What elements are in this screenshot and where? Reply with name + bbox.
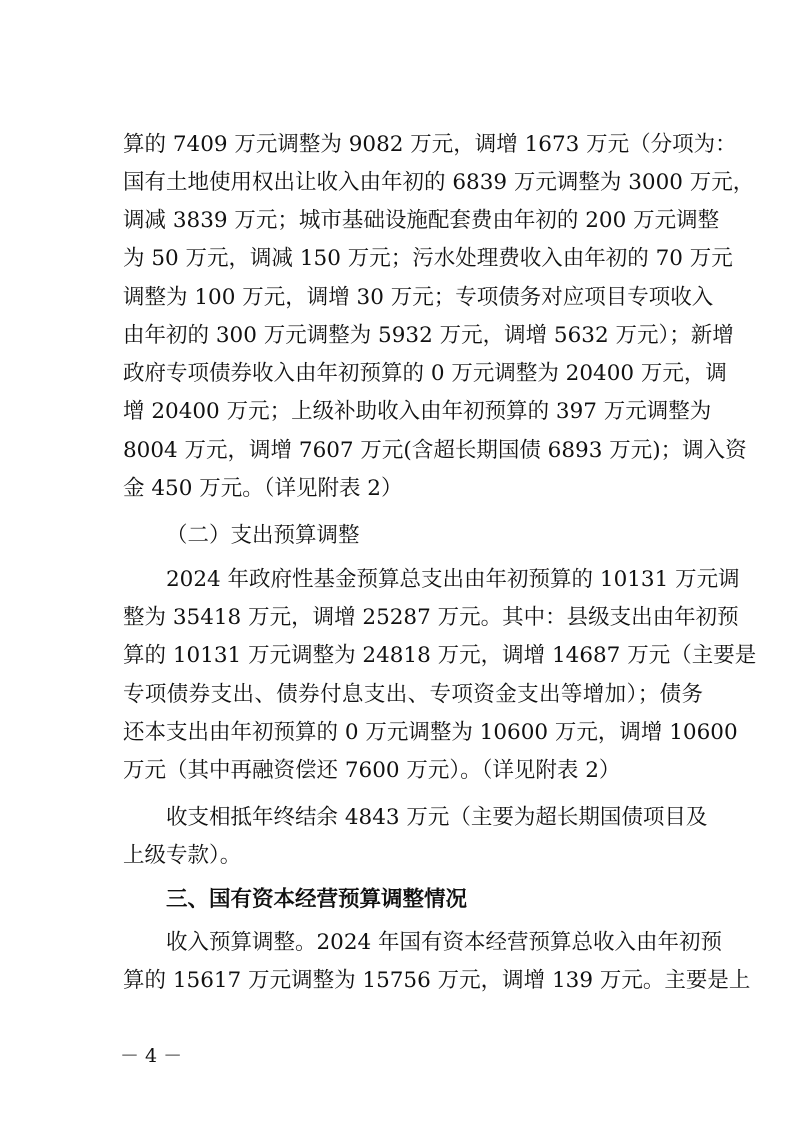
page-number: － 4 － bbox=[120, 1045, 183, 1067]
text-line: 上级专款）。 bbox=[123, 843, 242, 868]
section-heading: 三、国有资本经营预算调整情况 bbox=[166, 887, 468, 912]
text-line: 还本支出由年初预算的 0 万元调整为 10600 万元，调增 10600 bbox=[123, 720, 738, 745]
section-subheading: （二）支出预算调整 bbox=[166, 523, 360, 548]
text-line: 2024 年政府性基金预算总支出由年初预算的 10131 万元调 bbox=[166, 567, 740, 592]
text-line: 收支相抵年终结余 4843 万元（主要为超长期国债项目及 bbox=[166, 805, 708, 830]
text-line: 金 450 万元。（详见附表 2） bbox=[123, 476, 403, 501]
text-line: 调整为 100 万元，调增 30 万元；专项债务对应项目专项收入 bbox=[123, 285, 714, 310]
text-line: 政府专项债券收入由年初预算的 0 万元调整为 20400 万元，调 bbox=[123, 361, 727, 386]
text-line: 整为 35418 万元，调增 25287 万元。其中：县级支出由年初预 bbox=[123, 605, 739, 630]
text-line: 国有土地使用权出让收入由年初的 6839 万元调整为 3000 万元， bbox=[123, 170, 755, 195]
text-line: 万元（其中再融资偿还 7600 万元）。（详见附表 2） bbox=[123, 758, 621, 783]
text-line: 调减 3839 万元；城市基础设施配套费由年初的 200 万元调整 bbox=[123, 208, 720, 233]
text-line: 专项债券支出、债券付息支出、专项资金支出等增加）；债务 bbox=[123, 682, 703, 707]
text-line: 增 20400 万元；上级补助收入由年初预算的 397 万元调整为 bbox=[123, 399, 712, 424]
text-line: 为 50 万元，调减 150 万元；污水处理费收入由年初的 70 万元 bbox=[123, 246, 733, 271]
text-line: 由年初的 300 万元调整为 5932 万元，调增 5632 万元）；新增 bbox=[123, 323, 734, 348]
text-line: 算的 15617 万元调整为 15756 万元，调增 139 万元。主要是上 bbox=[123, 968, 751, 993]
text-line: 收入预算调整。2024 年国有资本经营预算总收入由年初预 bbox=[166, 930, 723, 955]
text-line: 算的 10131 万元调整为 24818 万元，调增 14687 万元（主要是 bbox=[123, 643, 757, 668]
text-line: 算的 7409 万元调整为 9082 万元，调增 1673 万元（分项为： bbox=[123, 132, 737, 157]
text-line: 8004 万元，调增 7607 万元(含超长期国债 6893 万元)；调入资 bbox=[123, 438, 747, 463]
